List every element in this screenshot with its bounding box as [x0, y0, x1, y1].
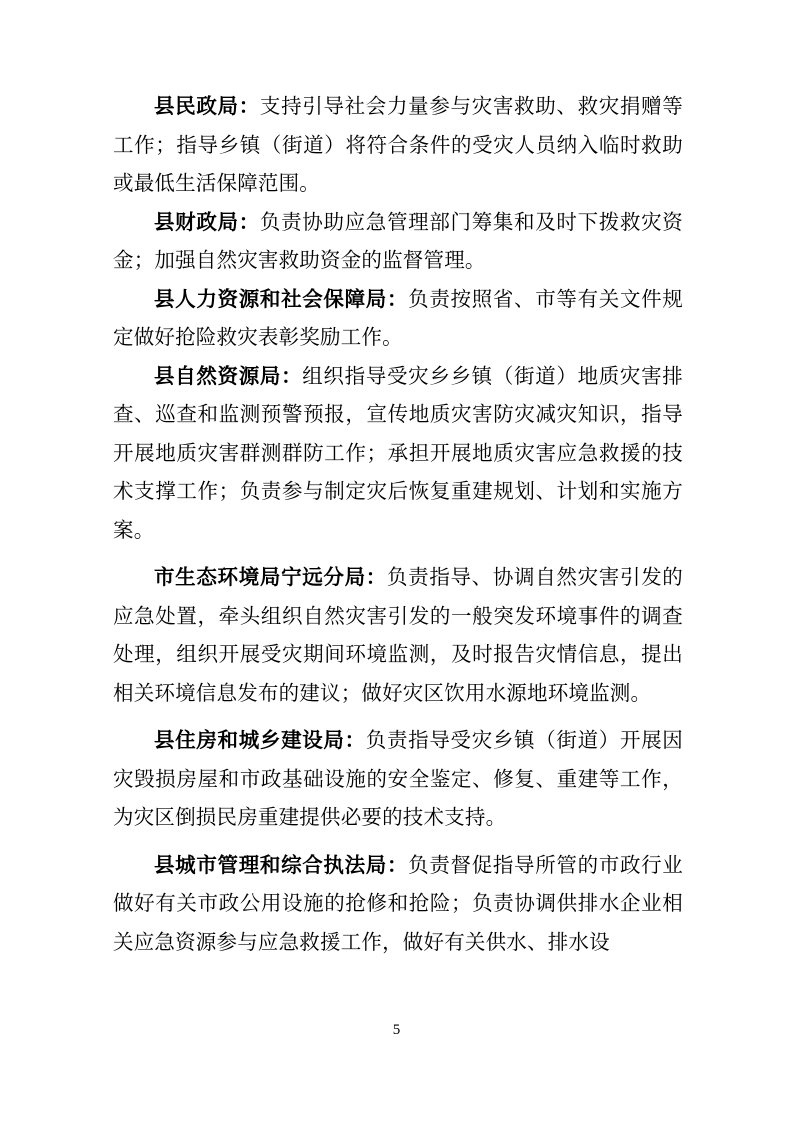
paragraph-natural-resources — [113, 358, 683, 551]
paragraph-housing-construction — [113, 722, 683, 838]
paragraph-lead: 县人力资源和社会保障局： — [154, 288, 409, 311]
paragraph-civil-affairs — [113, 88, 683, 204]
paragraph-body: 负责协助应急管理部门筹集和及时下拨救灾资金；加强自然灾害救助资金的监督管理。 — [113, 211, 684, 272]
page-number: 5 — [392, 1022, 401, 1038]
paragraph-lead: 市生态环境局宁远分局： — [154, 567, 387, 589]
paragraph-body: 支持引导社会力量参与灾害救助、救灾捐赠等工作；指导乡镇（街道）将符合条件的受灾人员纳入临时救助或最低生活保障范围。 — [113, 96, 684, 195]
paragraph-body: 组织指导受灾乡乡镇（街道）地质灾害排查、巡查和监测预警预报，宣传地质灾害防灾减灾知识，指导开展地质灾害群测群防工作；承担开展地质灾害应急救援的技术支撑工作；负责参与制定灾后恢复重建规划、计划和实施方案。 — [113, 365, 683, 542]
paragraph-finance — [113, 204, 683, 281]
paragraph-human-resources — [113, 281, 683, 358]
paragraph-body: 负责指导受灾乡镇（街道）开展因灾毁损房屋和市政基础设施的安全鉴定、修复、重建等工作，为灾区倒损民房重建提供必要的技术支持。 — [113, 730, 684, 829]
paragraph-lead: 县财政局： — [154, 211, 260, 234]
paragraph-eco-environment — [113, 559, 683, 713]
paragraph-urban-management — [113, 847, 683, 963]
page-body — [113, 88, 683, 962]
paragraph-lead: 县城市管理和综合执法局： — [154, 854, 409, 877]
paragraph-body: 负责按照省、市等有关文件规定做好抢险救灾表彰奖励工作。 — [113, 288, 683, 349]
paragraph-lead: 县自然资源局： — [154, 365, 303, 388]
paragraph-lead: 县住房和城乡建设局： — [154, 730, 366, 752]
paragraph-lead: 县民政局： — [154, 96, 260, 118]
paragraph-body: 负责指导、协调自然灾害引发的应急处置，牵头组织自然灾害引发的一般突发环境事件的调查处理，组织开展受灾期间环境监测，及时报告灾情信息，提出相关环境信息发布的建议；做好灾区饮用水源地环境监测。 — [113, 567, 683, 705]
paragraph-body: 负责督促指导所管的市政行业做好有关市政公用设施的抢修和抢险；负责协调供排水企业相关应急资源参与应急救援工作，做好有关供水、排水设 — [113, 854, 683, 954]
